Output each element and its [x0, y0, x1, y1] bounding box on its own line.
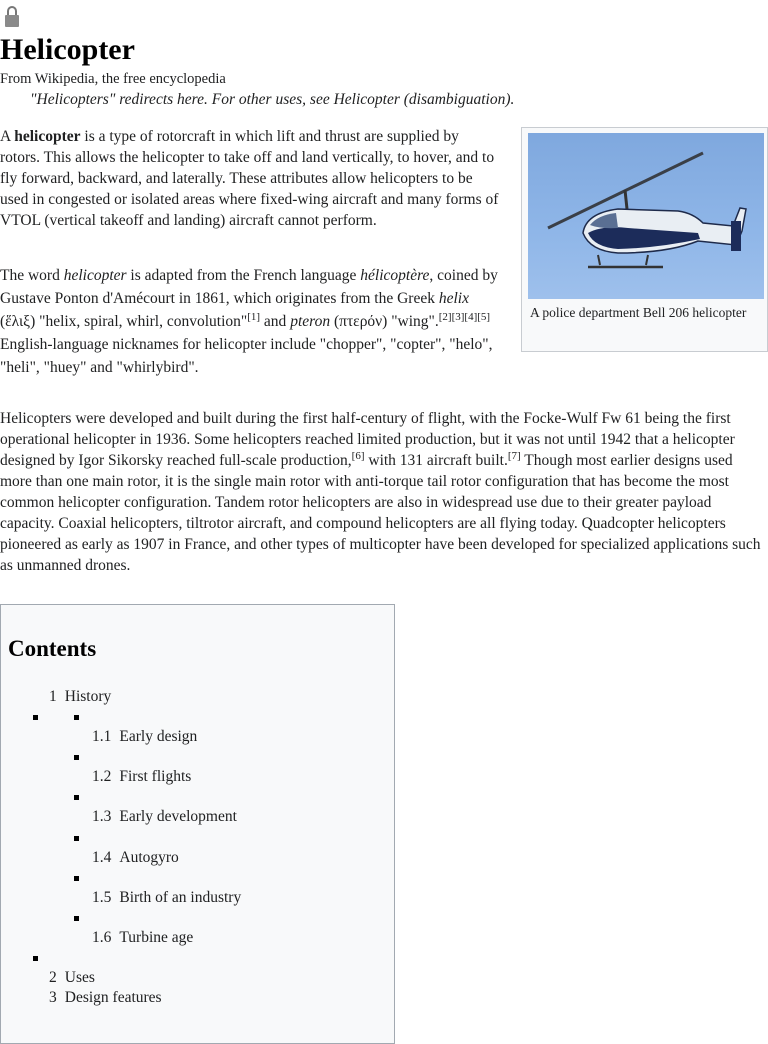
list-bullet — [74, 876, 79, 881]
toc-item-uses[interactable]: 2 Uses — [49, 969, 95, 986]
list-bullet — [74, 715, 79, 720]
list-bullet — [33, 956, 38, 961]
citation-link[interactable]: [6] — [351, 449, 365, 462]
list-bullet — [74, 755, 79, 760]
infobox-caption: A police department Bell 206 helicopter — [530, 305, 747, 320]
citation-link[interactable]: [1] — [247, 310, 261, 323]
hatnote[interactable]: "Helicopters" redirects here. For other uses, see Helicopter (disambiguation). — [30, 91, 515, 108]
helicopter-photo[interactable] — [528, 133, 764, 299]
citation-link[interactable]: [2][3][4][5] — [438, 310, 491, 323]
term-helicopter: helicopter — [14, 128, 81, 145]
toc-item-autogyro[interactable]: 1.4 Autogyro — [92, 849, 179, 866]
toc-item-history[interactable]: 1 History — [49, 688, 112, 705]
list-bullet — [74, 916, 79, 921]
list-bullet — [74, 836, 79, 841]
table-of-contents — [0, 604, 395, 1044]
toc-item-early-design[interactable]: 1.1 Early design — [92, 728, 198, 745]
toc-item-birth-of-an-industry[interactable]: 1.5 Birth of an industry — [92, 889, 242, 906]
toc-item-first-flights[interactable]: 1.2 First flights — [92, 768, 192, 785]
article-paragraph-1: A helicopter is a type of rotorcraft in which lift and thrust are supplied by rotors. This allows the helicopter to take off and land vertically, to hover, and to fly forward, backward, and laterally. These attributes allow helicopters to be used in congested or isolated areas where fixed-wing aircraft and many forms of VTOL (vertical takeoff and landing) aircraft cannot perform. — [0, 128, 499, 229]
infobox — [521, 127, 768, 352]
list-bullet — [33, 715, 38, 720]
toc-item-design-features[interactable]: 3 Design features — [49, 989, 162, 1006]
toc-item-turbine-age[interactable]: 1.6 Turbine age — [92, 929, 194, 946]
page-title: Helicopter — [0, 33, 135, 66]
toc-title: Contents — [8, 636, 97, 661]
page-subtitle: From Wikipedia, the free encyclopedia — [0, 71, 226, 87]
list-bullet — [74, 795, 79, 800]
lock-icon — [4, 4, 20, 28]
article-paragraph-3: Helicopters were developed and built during the first half-century of flight, with the Focke-Wulf Fw 61 being the first operational helicopter in 1936. Some helicopters reached limited production, but it was not until 1942 that a helicopter designed by Igor Sikorsky reached full-scale production,[6] with 131 aircraft built.[7] Though most earlier designs used more than one main rotor, it is the single main rotor with anti-torque tail rotor configuration that has become the most common helicopter configuration. Tandem rotor helicopters are also in widespread use due to their greater payload capacity. Coaxial helicopters, tiltrotor aircraft, and compound helicopters are all flying today. Quadcopter helicopters pioneered as early as 1907 in France, and other types of multicopter have been developed for specialized applications such as unmanned drones. — [0, 410, 761, 574]
toc-item-early-development[interactable]: 1.3 Early development — [92, 808, 237, 825]
citation-link[interactable]: [7] — [507, 449, 521, 462]
article-paragraph-2: The word helicopter is adapted from the French language hélicoptère, coined by Gustave Ponton d'Amécourt in 1861, which originates from the Greek helix (ἕλιξ) "helix, spiral, whirl, convolution"[1] and pteron (πτερόν) "wing".[2][3][4][5] English-language nicknames for helicopter include "chopper", "copter", "helo", "heli", "huey" and "whirlybird". — [0, 267, 498, 376]
